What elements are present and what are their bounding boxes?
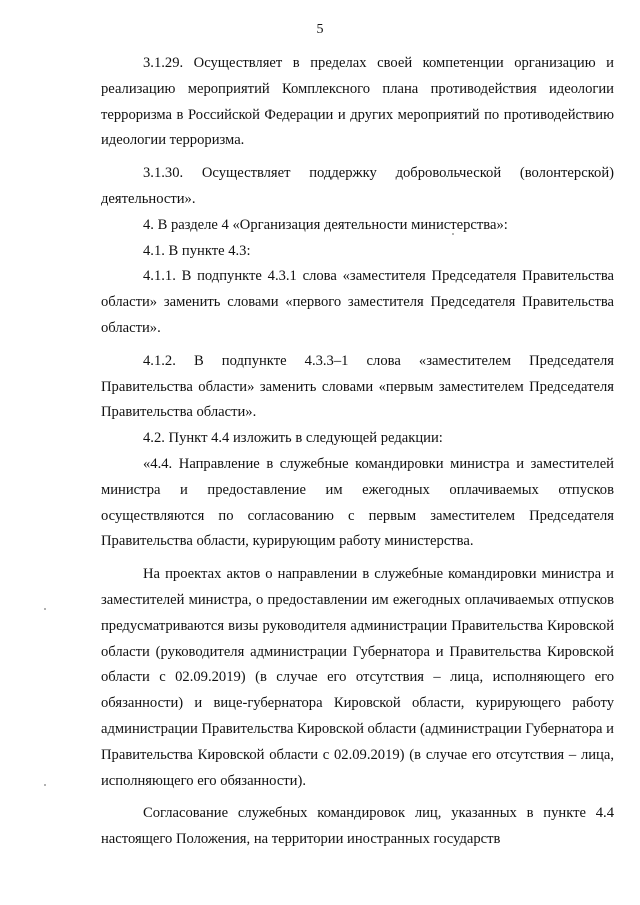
paragraph-4-1-2: 4.1.2. В подпункте 4.3.3–1 слова «заместителем Председателя Правительства области» заменить словами «первым заместителем Председателя Правительства области». [101,352,614,421]
page-number: 5 [316,22,324,37]
scan-artifact-dot [452,233,454,235]
paragraph-foreign-states: Согласование служебных командировок лиц, указанных в пункте 4.4 настоящего Положения, на территории иностранных государств [101,805,614,848]
paragraph-4-4: «4.4. Направление в служебные командировки министра и заместителей министра и предоставление им ежегодных оплачиваемых отпусков осуществляются по согласованию с первым заместителем Председателя Правительства области, курирующим работу министерства. [101,455,614,550]
scan-artifact-dot [44,784,46,786]
paragraph-3-1-30: 3.1.30. Осуществляет поддержку добровольческой (волонтерской) деятельности». [101,165,614,207]
paragraph-4-2: 4.2. Пункт 4.4 изложить в следующей редакции: [143,430,443,447]
paragraph-4: 4. В разделе 4 «Организация деятельности министерства»: [143,216,508,233]
paragraph-3-1-29: 3.1.29. Осуществляет в пределах своей компетенции организацию и реализацию мероприятий Комплексного плана противодействия идеологии терроризма в Российской Федерации и других мероприятий по противодействию идеологии терроризма. [101,55,614,149]
paragraph-visas: На проектах актов о направлении в служебные командировки министра и заместителей министра, о предоставлении им ежегодных оплачиваемых отпусков предусматриваются визы руководителя администрации Правительства Кировской области (руководителя администрации Губернатора и Правительства Кировской области с 02.09.2019) (в случае его отсутствия – лица, исполняющего его обязанности) и вице-губернатора Кировской области, курирующего работу администрации Правительства Кировской области (администрации Губернатора и Правительства Кировской области с 02.09.2019) (в случае его отсутствия – лица, исполняющего его обязанности). [101,566,614,789]
scan-artifact-dot [44,608,46,610]
document-body [101,51,614,853]
paragraph-4-1: 4.1. В пункте 4.3: [143,242,251,259]
paragraph-4-1-1: 4.1.1. В подпункте 4.3.1 слова «заместителя Председателя Правительства области» заменить словами «первого заместителя Председателя Правительства области». [101,268,614,336]
